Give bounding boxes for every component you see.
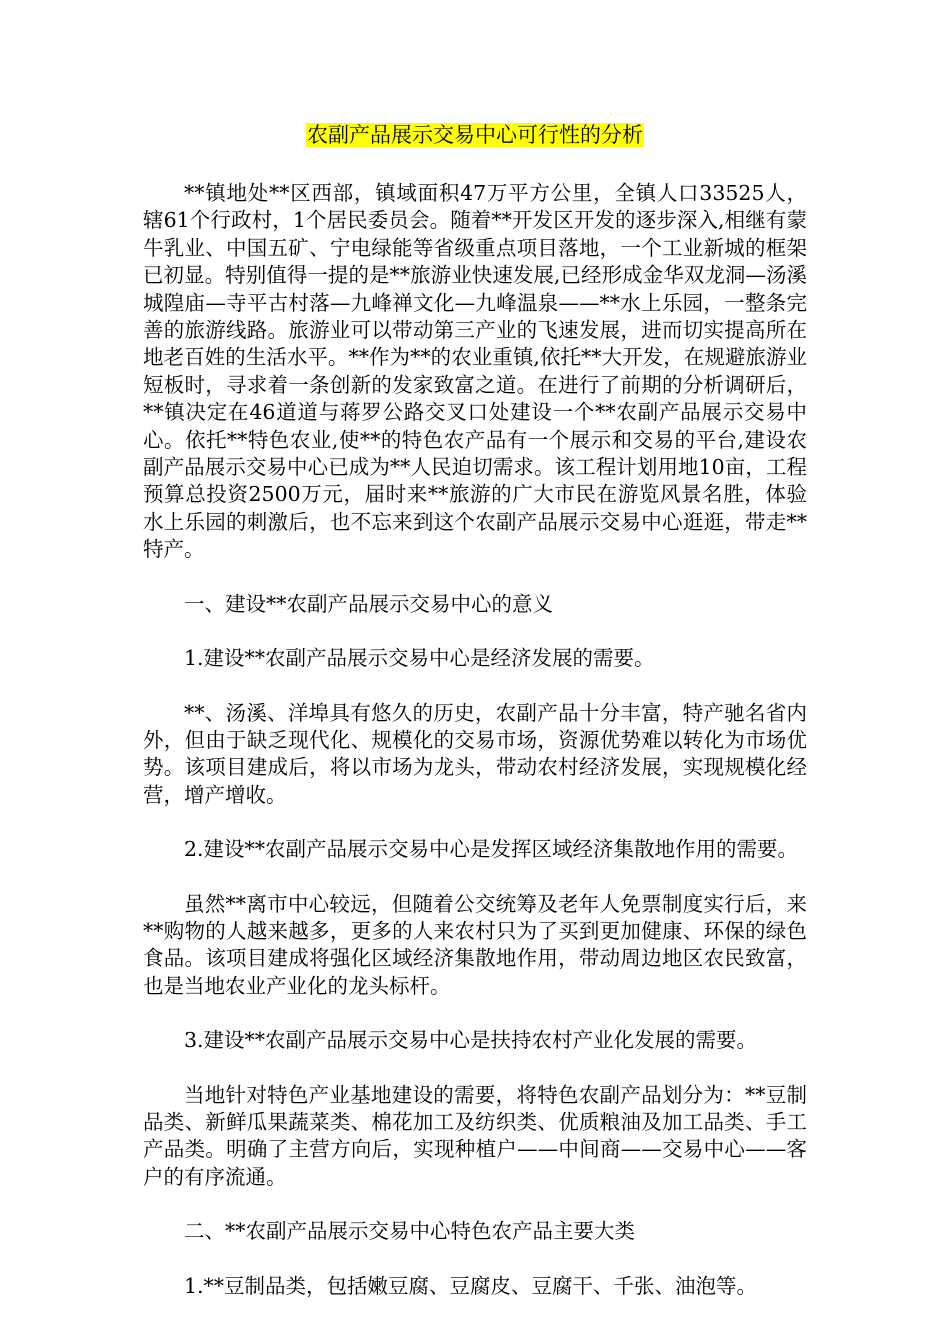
point-heading-1: 1.建设**农副产品展示交易中心是经济发展的需要。 (184, 646, 655, 671)
point-body-2: 虽然**离市中心较远，但随着公交统筹及老年人免票制度实行后，来**购物的人越来越多，更多的人来农村只为了买到更加健康、环保的绿色食品。该项目建成将强化区域经济集散地作用，带动周边地区农民致富，也是当地农业产业化的龙头标杆。 (143, 891, 807, 998)
title-block (143, 118, 807, 154)
document-title: 农副产品展示交易中心可行性的分析 (307, 123, 643, 147)
point-heading-2: 2.建设**农副产品展示交易中心是发挥区域经济集散地作用的需要。 (184, 837, 799, 862)
section-heading-1: 一、建设**农副产品展示交易中心的意义 (184, 591, 553, 616)
point-body-3: 当地针对特色产业基地建设的需要，将特色农副产品划分为：**豆制品类、新鲜瓜果蔬菜类、棉花加工及纺织类、优质粮油及加工品类、手工产品类。明确了主营方向后，实现种植户——中间商——交易中心——客户的有序流通。 (143, 1082, 807, 1189)
point-heading-3: 3.建设**农副产品展示交易中心是扶持农村产业化发展的需要。 (184, 1028, 758, 1053)
point-body-1: **、汤溪、洋埠具有悠久的历史，农副产品十分丰富，特产驰名省内外，但由于缺乏现代化、规模化的交易市场，资源优势难以转化为市场优势。该项目建成后，将以市场为龙头，带动农村经济发展，实现规模化经营，增产增收。 (143, 700, 807, 807)
section-heading-2: 二、**农副产品展示交易中心特色农产品主要大类 (184, 1219, 635, 1244)
document-page (143, 118, 807, 1327)
intro-paragraph: **镇地处**区西部，镇域面积47万平方公里，全镇人口33525人，辖61个行政村，1个居民委员会。随着**开发区开发的逐步深入,相继有蒙牛乳业、中国五矿、宁电绿能等省级重点项目落地，一个工业新城的框架已初显。特别值得一提的是**旅游业快速发展,已经形成金华双龙洞—汤溪城隍庙—寺平古村落—九峰禅文化—九峰温泉——**水上乐园，一整条完善的旅游线路。旅游业可以带动第三产业的飞速发展，进而切实提高所在地老百姓的生活水平。**作为**的农业重镇,依托**大开发，在规避旅游业短板时，寻求着一条创新的发家致富之道。在进行了前期的分析调研后，**镇决定在46道道与蒋罗公路交叉口处建设一个**农副产品展示交易中心。依托**特色农业,使**的特色农产品有一个展示和交易的平台,建设农副产品展示交易中心已成为**人民迫切需求。该工程计划用地10亩，工程预算总投资2500万元，届时来**旅游的广大市民在游览风景名胜，体验水上乐园的刺激后，也不忘来到这个农副产品展示交易中心逛逛，带走**特产。 (143, 181, 807, 562)
list-item-1: 1.**豆制品类，包括嫩豆腐、豆腐皮、豆腐干、千张、油泡等。 (184, 1273, 758, 1298)
